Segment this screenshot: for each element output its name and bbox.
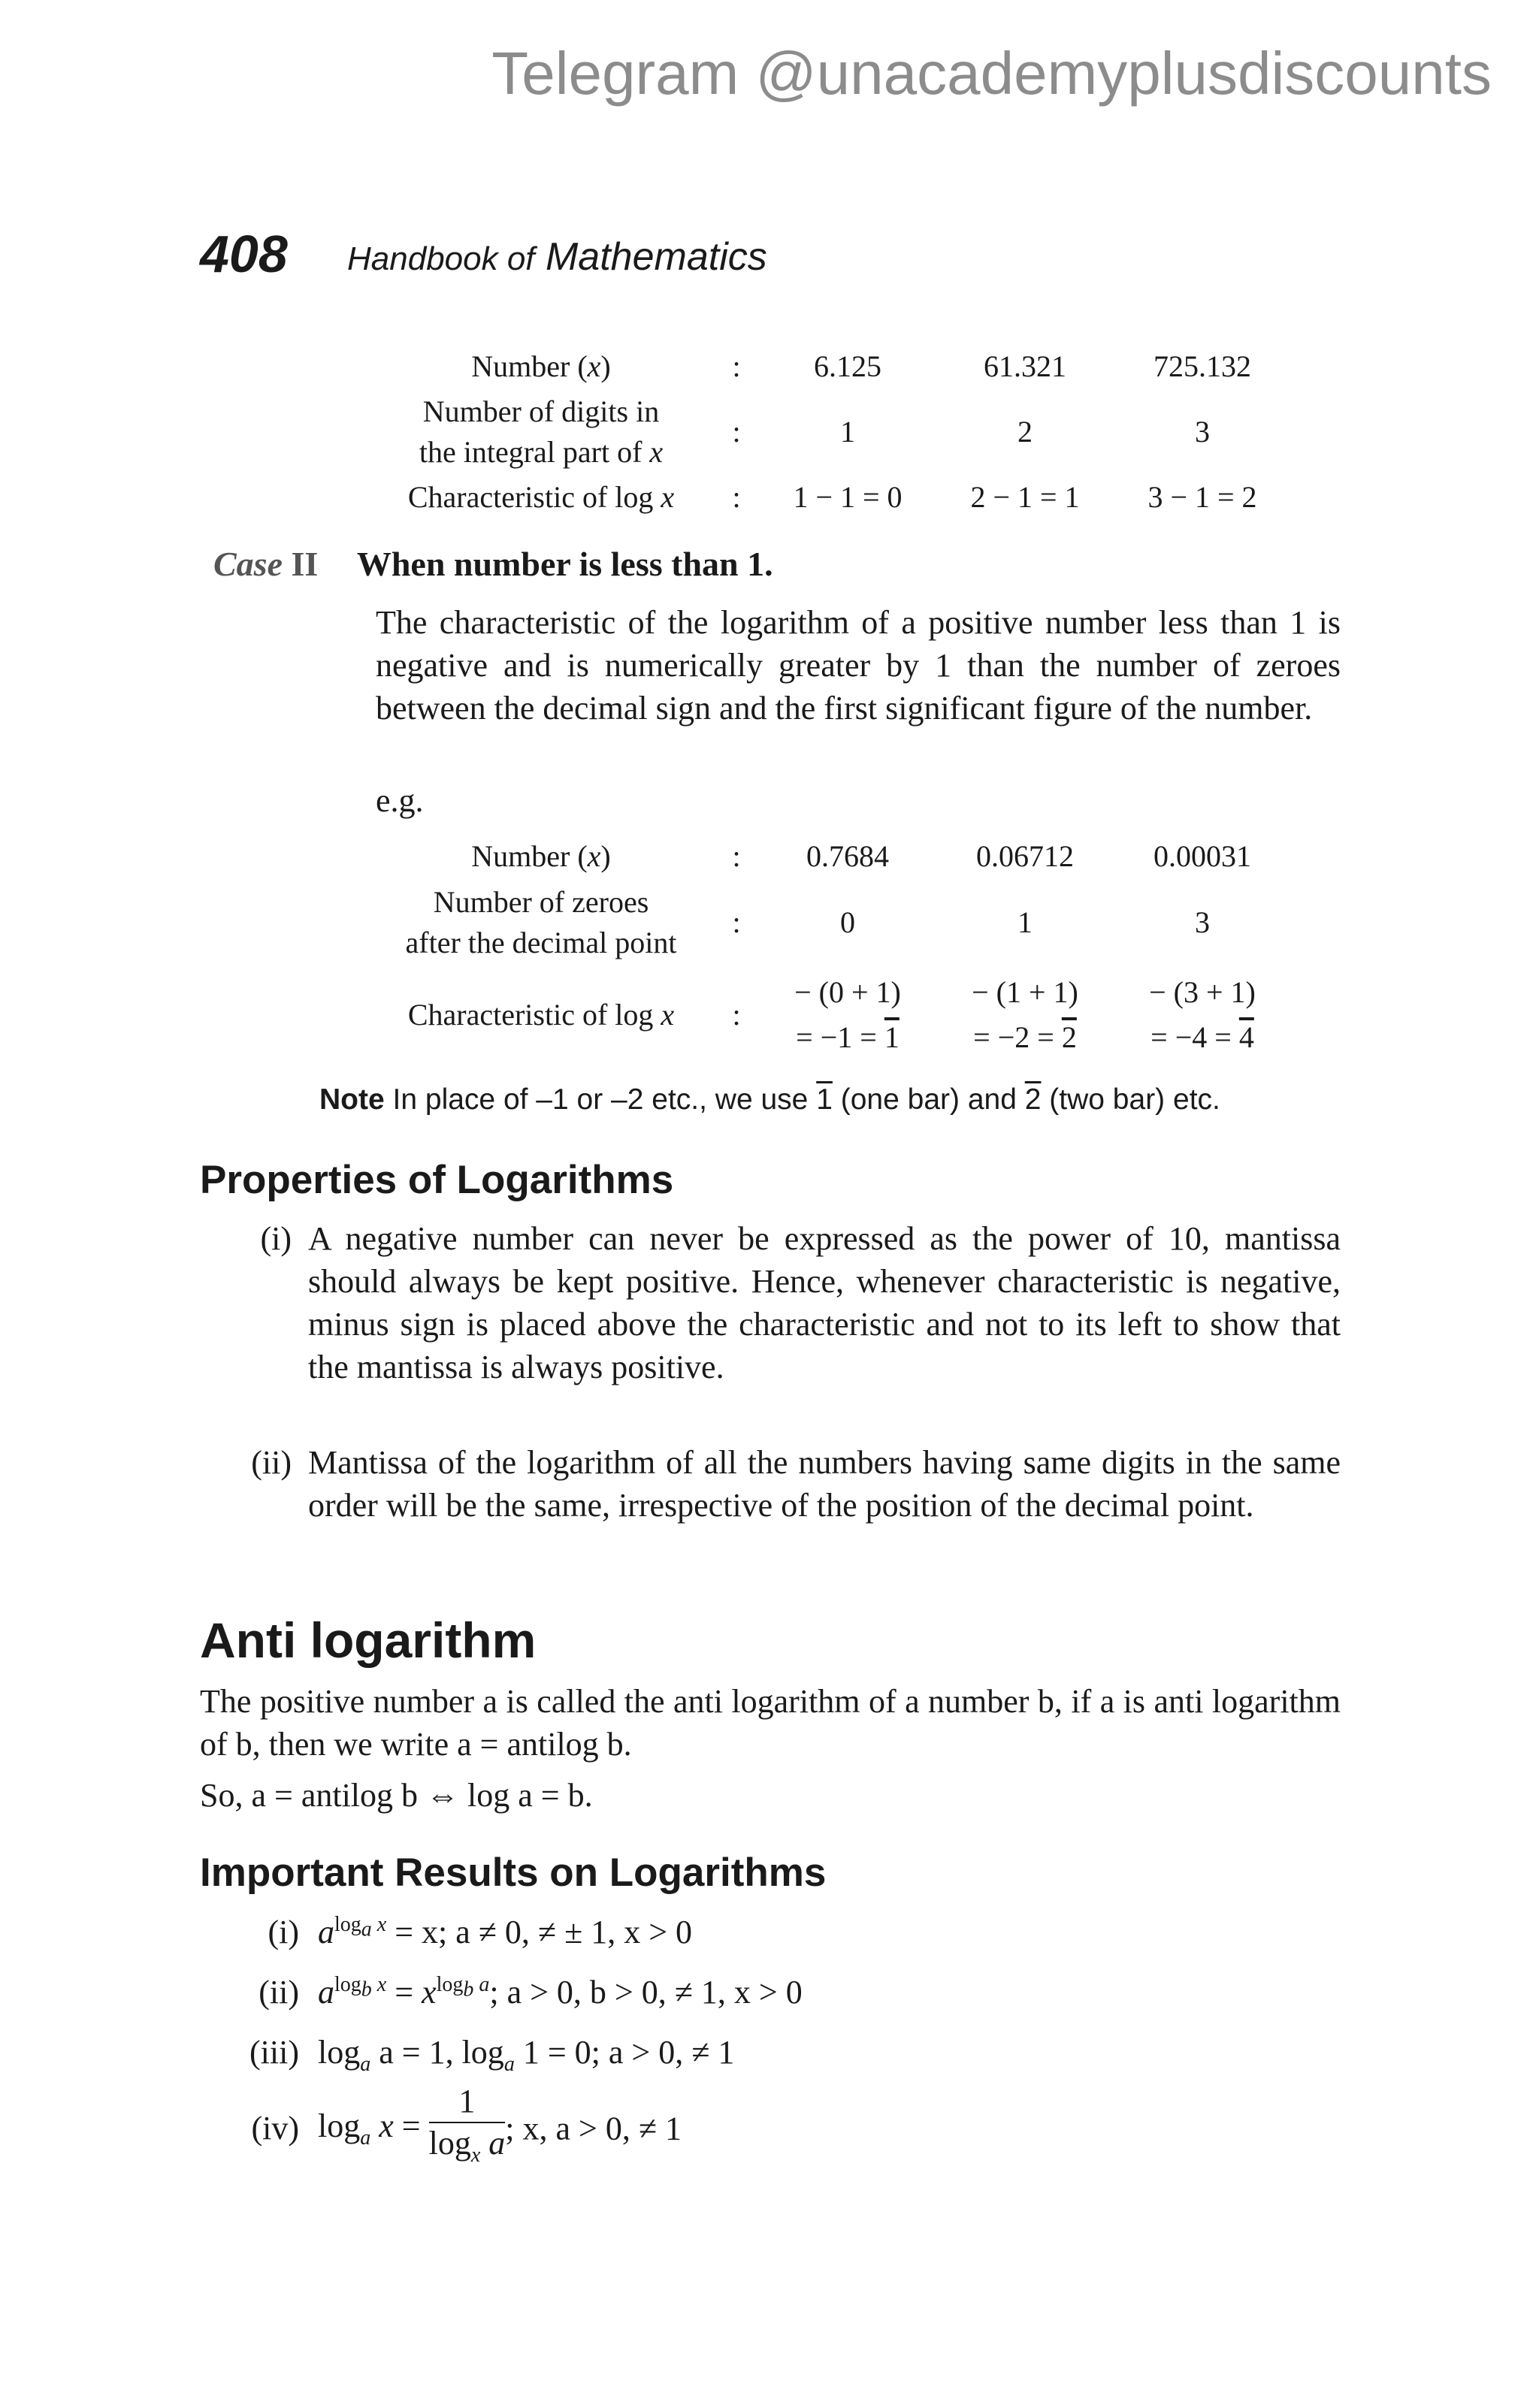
table-label: Characteristic of log x [407,998,675,1032]
results-heading: Important Results on Logarithms [200,1851,827,1895]
table-cell: 0 [840,905,855,939]
anti-logarithm-heading: Anti logarithm [200,1612,537,1668]
characteristic-table-1 [368,346,1291,518]
table-cell: 6.125 [814,349,881,383]
watermark: Telegram @unacademyplusdiscounts [491,40,1492,107]
list-item: (ii) Mantissa of the logarithm of all the numbers having same digits in the same order will be the same, irrespective of the position of the decimal point. [251,1444,1341,1524]
case-ii-heading: Case II When number is less than 1. [213,545,773,583]
table-row: Number of zeroes after the decimal point : 0 1 3 [368,879,1291,966]
table-cell: 0.7684 [806,839,889,873]
table-cell: 3 [1195,415,1210,449]
book-title-main: Mathematics [545,235,767,279]
result-item: (iii) $\log_a a = 1$, $\log_a 1 = 0$; a > 0, ≠ 1 [249,2034,735,2076]
table-label: Number (x) [471,349,611,383]
table-row: Number of digits in the integral part of x : 1 2 3 [368,388,1291,476]
list-item: (i) A negative number can never be expressed as the power of 10, mantissa should always be kept positive. Hence, whenever characteristic is negative, minus sign is placed above the characteristic and not to its left to show that the mantissa is always positive. [260,1220,1341,1385]
anti-logarithm-relation: So, a = antilog b ⇔ log a = b. [200,1777,593,1814]
bar-digit: 4 [1238,1020,1254,1054]
case-ii-paragraph: The characteristic of the logarithm of a positive number less than 1 is negative and is numerically greater by 1 than the number of zeroes between the decimal sign and the first significant figure of the number. [376,604,1341,727]
table-label: Number of zeroes after the decimal point [405,885,677,959]
properties-heading: Properties of Logarithms [200,1158,674,1202]
book-title [347,234,767,279]
table-cell: 725.132 [1153,349,1251,383]
table-cell: 3 − 1 = 2 [1147,480,1257,514]
result-item: (i) $a^{log_a x} = x$; a ≠ 0, ≠ ± 1, x > 0 [268,1913,693,1950]
table-cell: 0.06712 [976,839,1074,873]
fraction: $\frac{1}{\log_x a}$ [428,2083,506,2167]
page-number: 408 [200,225,288,283]
table-label: Characteristic of log x [407,480,675,514]
table-cell: − (0 + 1) = −1 = 1 [794,975,901,1054]
bar-digit: 1 [884,1020,900,1054]
table-cell: 1 [840,415,855,449]
table-row: Characteristic of log x : − (0 + 1) = −1 = 1 − (1 + 1) = −2 = 2 − (3 + 1) = −4 = 4 [368,966,1291,1064]
eg-label: e.g. [376,782,424,819]
table-label: Number (x) [471,839,611,873]
table-cell: 1 − 1 = 0 [793,480,903,514]
table-cell: 2 − 1 = 1 [970,480,1080,514]
table-cell: − (1 + 1) = −2 = 2 [972,975,1078,1054]
anti-logarithm-definition: The positive number a is called the anti logarithm of a number b, if a is anti logarithm of b, then we write a = antilog b. [200,1683,1341,1763]
table-row: Characteristic of log x : 1 − 1 = 0 2 − 1 = 1 3 − 1 = 2 [368,476,1291,518]
characteristic-table-2 [368,834,1291,1064]
book-title-prefix: Handbook of [347,240,535,277]
table-row: Number (x) : 6.125 61.321 725.132 [368,346,1291,388]
table-cell: 2 [1017,415,1033,449]
table-label: Number of digits in the integral part of x [419,394,664,469]
result-item: (iv) $\log_a x$ = $\frac{1}{\log_x a}$ ; x, a > 0, ≠ 1 [225,2081,682,2176]
table-cell: − (3 + 1) = −4 = 4 [1149,975,1256,1054]
note: Note In place of –1 or –2 etc., we use 1 (one bar) and 2 (two bar) etc. [319,1083,1220,1116]
table-cell: 61.321 [984,349,1066,383]
result-item: (ii) $a^{log_b x} = x^{log_b a}$; a > 0, b > 0, ≠ 1, x > 0 [259,1973,803,2011]
bar-digit: 2 [1061,1020,1077,1054]
table-cell: 0.00031 [1153,839,1251,873]
table-cell: 1 [1017,905,1033,939]
table-cell: 3 [1195,905,1210,939]
table-row: Number (x) : 0.7684 0.06712 0.00031 [368,834,1291,879]
